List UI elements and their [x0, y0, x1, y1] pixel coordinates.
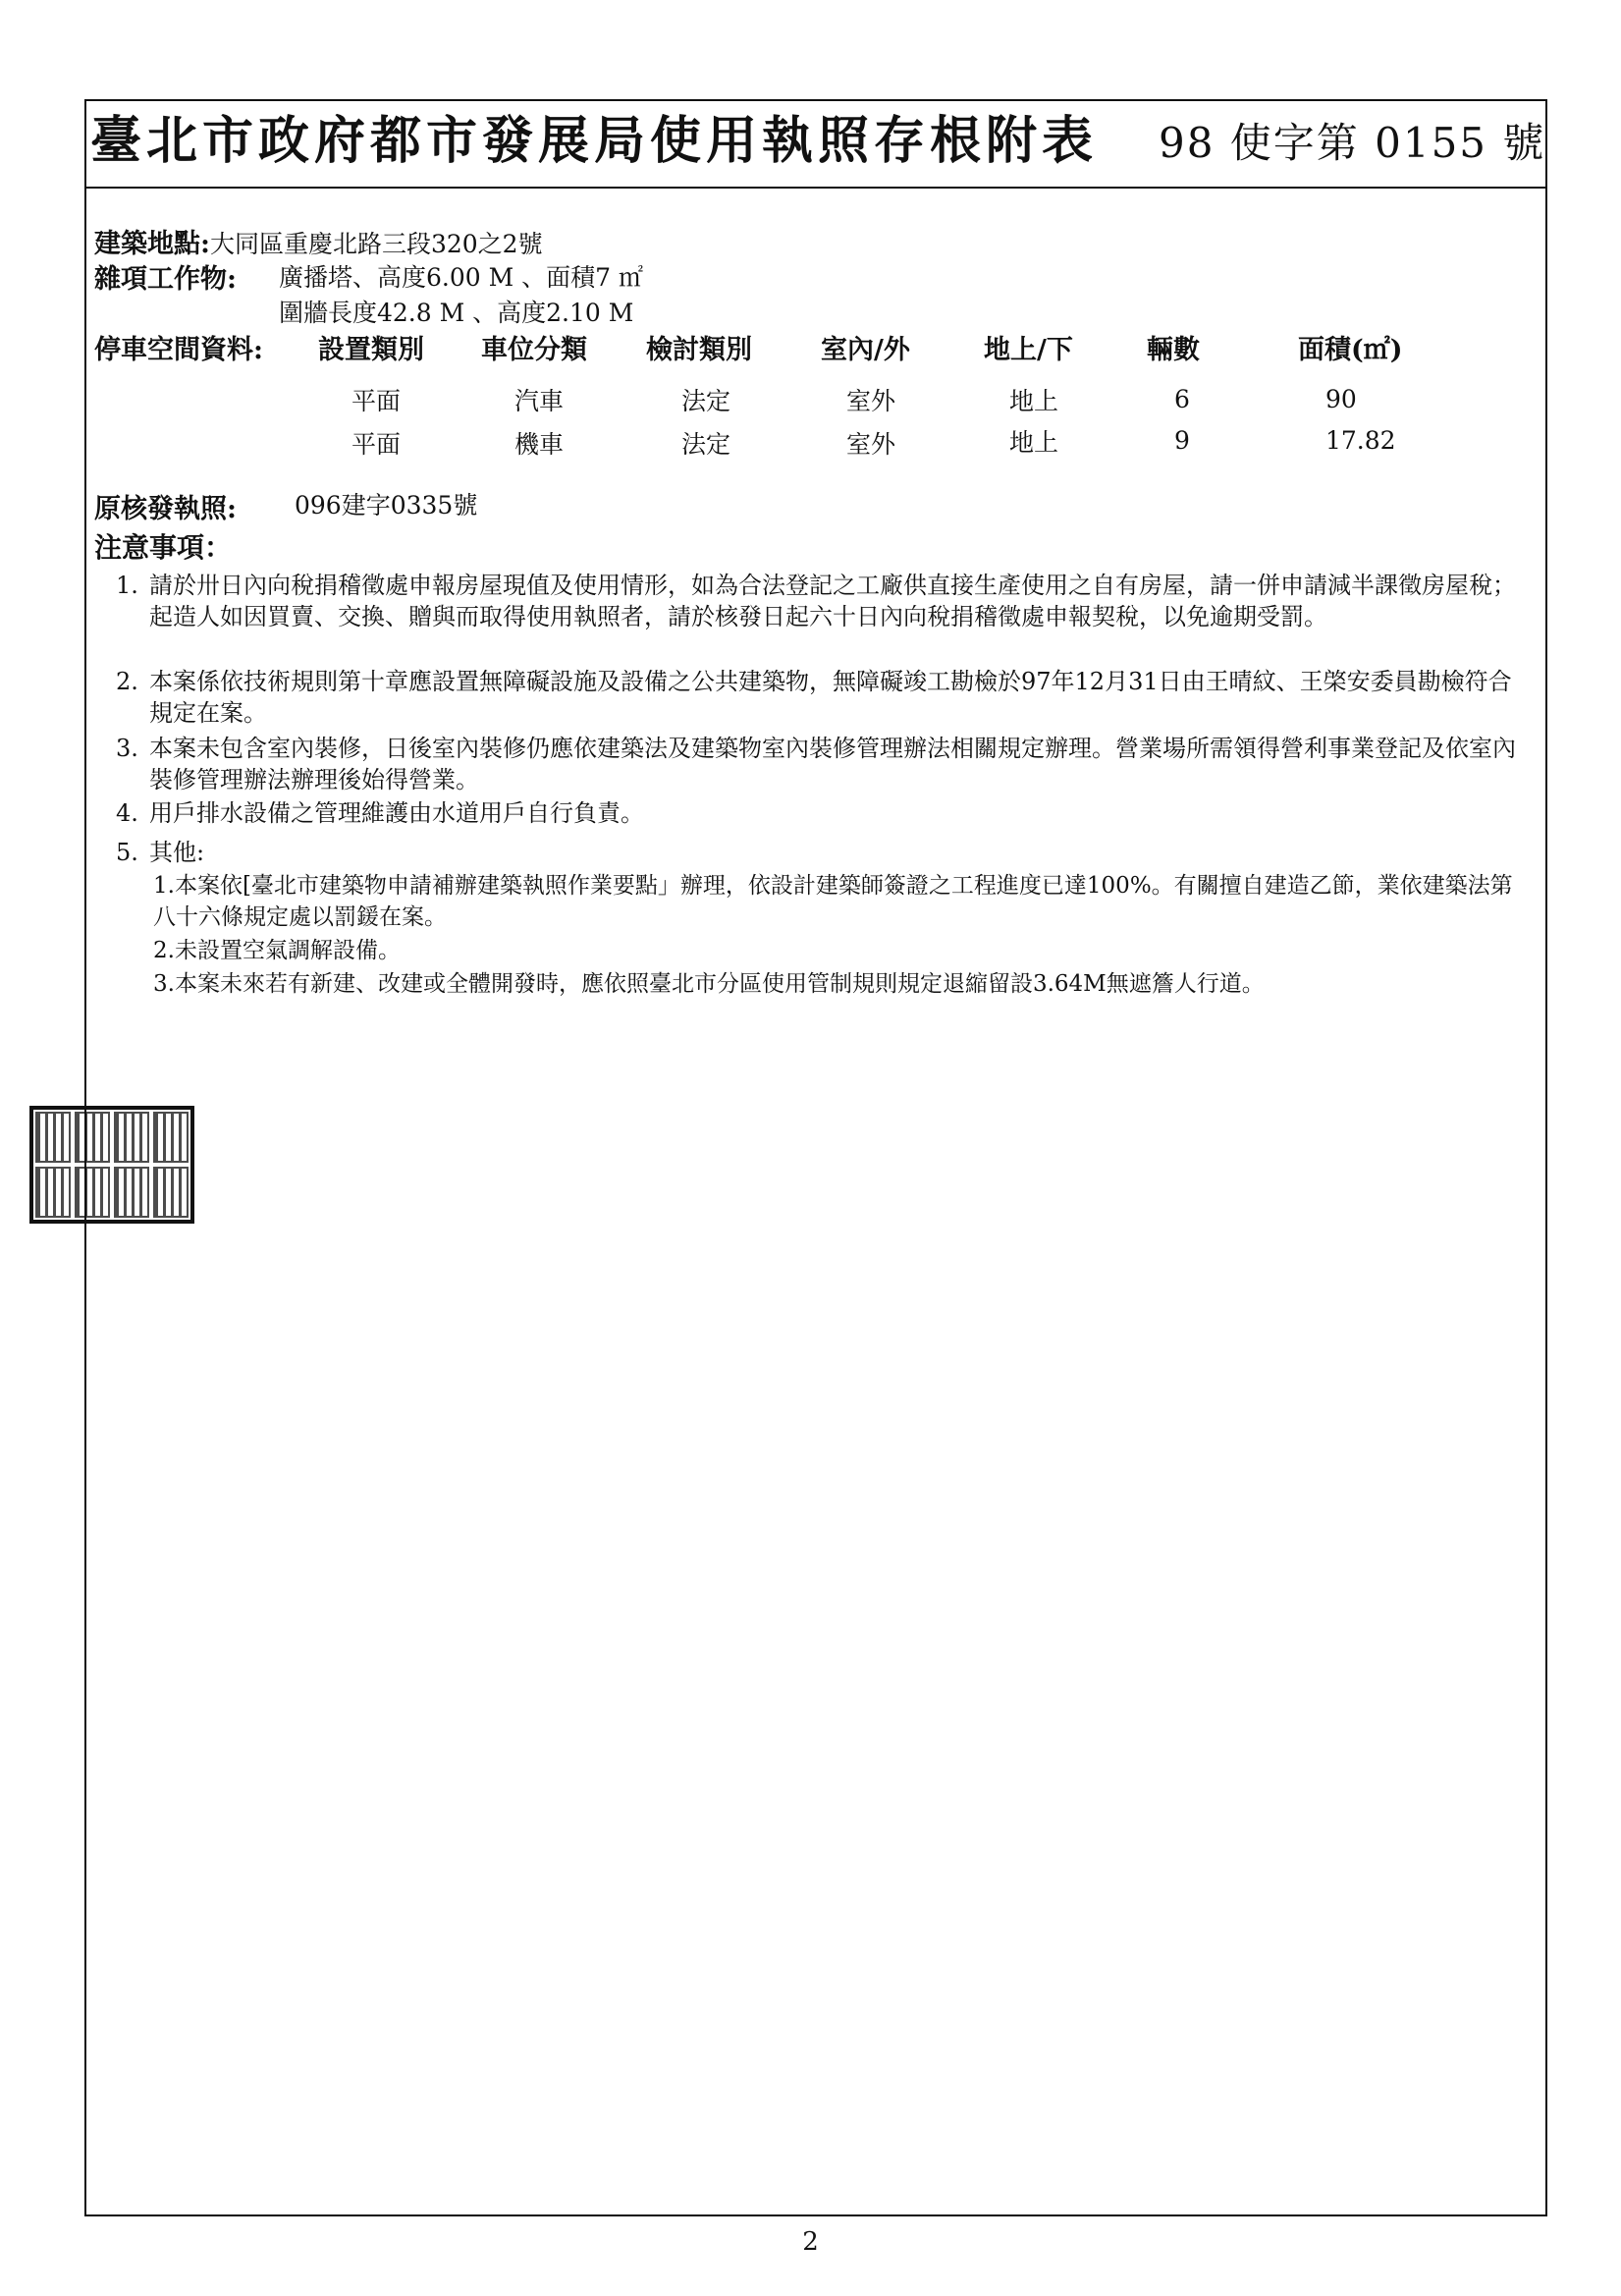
document-frame [84, 99, 1547, 2216]
parking-col-header: 面積(㎡) [1298, 335, 1403, 365]
notes-title: 注意事項： [94, 531, 233, 564]
note-text: 其他: [149, 839, 205, 866]
original-permit-row [94, 493, 237, 529]
misc-row [94, 263, 237, 300]
address-row [94, 228, 543, 264]
parking-cell: 17.82 [1325, 426, 1396, 455]
parking-cell: 平面 [351, 430, 402, 459]
note-item [116, 797, 1530, 829]
parking-cell: 平面 [351, 387, 402, 415]
parking-cell: 6 [1174, 385, 1190, 413]
note-text: 用戶排水設備之管理維護由水道用戶自行負責。 [149, 799, 644, 827]
note-item [116, 837, 1530, 868]
note-sub-item: 3.本案未來若有新建、改建或全體開發時，應依照臺北市分區使用管制規則規定退縮留設3.64M無遮簷人行道。 [153, 971, 1265, 997]
note-number: 4. [116, 799, 138, 827]
note-text: 本案未包含室內裝修，日後室內裝修仍應依建築法及建築物室內裝修管理辦法相關規定辦理。營業場所需領得營利事業登記及依室內裝修管理辦法辦理後始得營業。 [149, 735, 1516, 793]
note-item [116, 733, 1530, 795]
parking-col-header: 設置類別 [318, 335, 424, 365]
note-number: 5. [116, 839, 138, 866]
parking-cell: 9 [1174, 426, 1190, 455]
parking-col-header: 地上/下 [984, 335, 1073, 365]
note-text: 請於卅日內向稅捐稽徵處申報房屋現值及使用情形，如為合法登記之工廠供直接生產使用之自有房屋，請一併申請減半課徵房屋稅；起造人如因買賣、交換、贈與而取得使用執照者，請於核發日起六十日內向稅捐稽徵處申報契稅，以免逾期受罰。 [149, 572, 1516, 630]
parking-cell: 室外 [846, 387, 896, 415]
address-label: 建築地點: [94, 229, 210, 259]
parking-cell: 地上 [1009, 387, 1059, 415]
parking-col-header: 輛數 [1147, 335, 1200, 365]
note-number: 2. [116, 668, 138, 695]
parking-cell: 法定 [681, 430, 731, 459]
parking-cell: 汽車 [514, 387, 565, 415]
parking-label: 停車空間資料: [94, 335, 263, 365]
parking-col-header: 檢討類別 [646, 335, 752, 365]
document-title: 臺北市政府都市發展局使用執照存根附表 [90, 111, 1099, 171]
original-permit-label: 原核發執照: [94, 494, 237, 524]
address-value: 大同區重慶北路三段320之2號 [209, 230, 543, 258]
parking-cell: 法定 [681, 387, 731, 415]
parking-cell: 90 [1325, 385, 1357, 413]
note-sub-item: 1.本案依[臺北市建築物申請補辦建築執照作業要點」辦理，依設計建築師簽證之工程進度已達100%。有關擅自建造乙節，業依建築法第八十六條規定處以罰鍰在案。 [153, 873, 1513, 930]
parking-col-header: 車位分類 [481, 335, 587, 365]
note-item [116, 666, 1530, 729]
official-seal-stamp [29, 1106, 194, 1224]
parking-cell: 地上 [1009, 428, 1059, 457]
note-sub-item: 2.未設置空氣調解設備。 [153, 938, 401, 963]
page-number: 2 [802, 2227, 819, 2257]
note-text: 本案係依技術規則第十章應設置無障礙設施及設備之公共建築物，無障礙竣工勘檢於97年12月31日由王晴紋、王棨安委員勘檢符合規定在案。 [149, 668, 1512, 727]
note-number: 1. [116, 572, 138, 599]
misc-line-1: 廣播塔、高度6.00 M 、面積7 ㎡ [279, 263, 644, 292]
header-divider [84, 187, 1547, 189]
parking-cell: 室外 [846, 430, 896, 459]
parking-col-header: 室內/外 [821, 335, 910, 365]
original-permit-value: 096建字0335號 [295, 491, 478, 519]
note-number: 3. [116, 735, 138, 762]
note-item [116, 570, 1530, 632]
misc-line-2: 圍牆長度42.8 M 、高度2.10 M [279, 299, 634, 327]
parking-cell: 機車 [514, 430, 565, 459]
permit-number: 98 使字第 0155 號 [1159, 119, 1546, 167]
misc-label: 雜項工作物: [94, 264, 237, 295]
